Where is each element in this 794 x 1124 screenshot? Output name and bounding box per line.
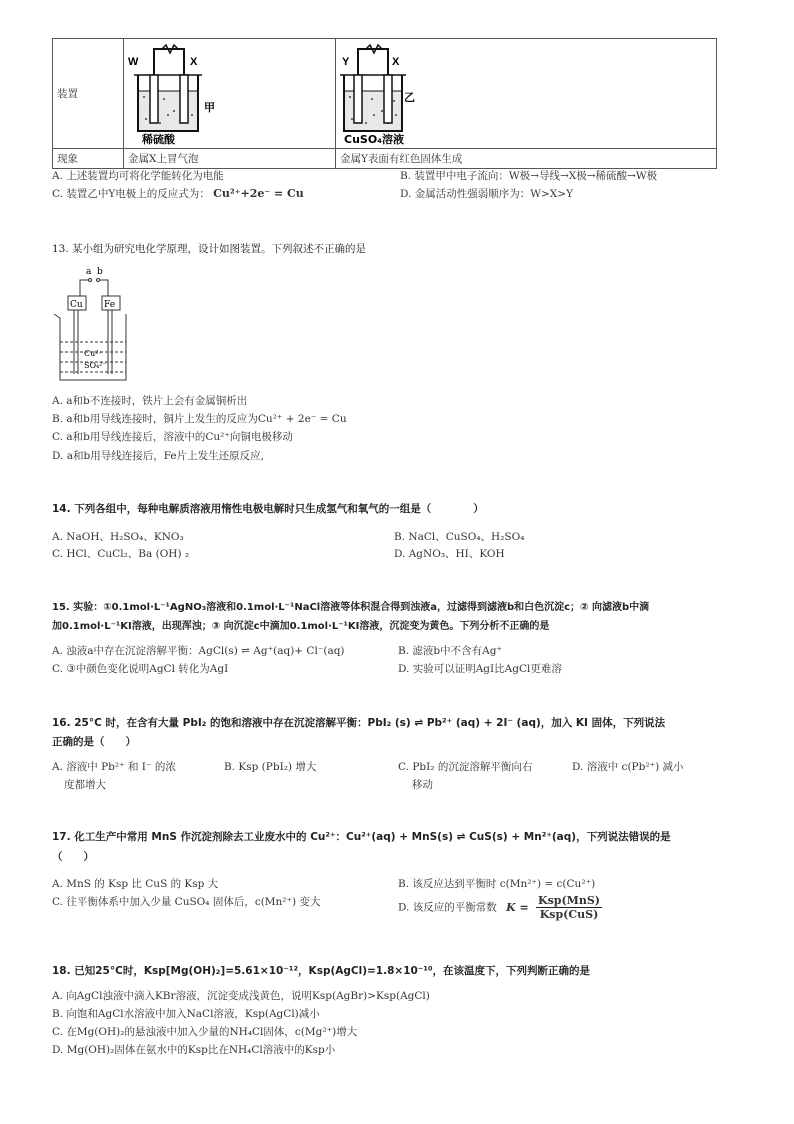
phenomenon-2: 金属Y表面有红色固体生成 (336, 149, 717, 169)
q18-option-c: C. 在Mg(OH)₂的悬浊液中加入少量的NH₄Cl固体，c(Mg²⁺)增大 (52, 1026, 358, 1038)
q16-option-c-line1: C. PbI₂ 的沉淀溶解平衡向右 (398, 761, 533, 773)
q16-option-b: B. Ksp (PbI₂) 增大 (224, 761, 317, 773)
phenomenon-1: 金属X上冒气泡 (124, 149, 336, 169)
q14-option-c: C. HCl、CuCl₂、Ba (OH) ₂ (52, 548, 190, 560)
q15-option-c: C. ③中颜色变化说明AgCl 转化为AgI (52, 663, 229, 675)
terminal-a-label: a (86, 267, 92, 277)
q16-stem-line1: 16. 25°C 时，在含有大量 PbI₂ 的饱和溶液中存在沉淀溶解平衡：PbI₂ (s) ⇌ Pb²⁺ (aq) + 2I⁻ (aq)，加入 KI 固体，下列说法 (52, 717, 666, 729)
beaker-yi-label: 乙 (404, 91, 415, 104)
q15-stem-line1: 15. 实验：①0.1mol·L⁻¹AgNO₃溶液和0.1mol·L⁻¹NaCl溶液等体积混合得到浊液a，过滤得到滤液b和白色沉淀c；② 向滤液b中滴 (52, 602, 650, 613)
electrode-y-label: Y (342, 56, 350, 68)
q13-option-c: C. a和b用导线连接后，溶液中的Cu²⁺向铜电极移动 (52, 431, 293, 443)
electrode-x2-label: X (392, 56, 400, 68)
q17-stem-line2: （ ） (52, 851, 94, 863)
apparatus-table (52, 38, 717, 169)
q17-option-c: C. 往平衡体系中加入少量 CuSO₄ 固体后，c(Mn²⁺) 变大 (52, 896, 321, 908)
q17-option-b: B. 该反应达到平衡时 c(Mn²⁺) = c(Cu²⁺) (398, 878, 596, 890)
q14-stem: 14. 下列各组中，每种电解质溶液用惰性电极电解时只生成氢气和氧气的一组是（ ） (52, 503, 484, 515)
q16-option-d: D. 溶液中 c(Pb²⁺) 减小 (572, 761, 684, 773)
fe-electrode-label: Fe (104, 300, 116, 310)
terminal-b-label: b (97, 267, 103, 277)
solution-label-2: CuSO₄溶液 (344, 133, 404, 145)
q18-option-a: A. 向AgCl浊液中滴入KBr溶液，沉淀变成浅黄色，说明Ksp(AgBr)>Ksp(AgCl) (52, 990, 430, 1002)
q13-stem: 13. 某小组为研究电化学原理，设计如图装置。下列叙述不正确的是 (52, 243, 367, 255)
electrode-x-label: X (190, 56, 198, 68)
q14-option-a: A. NaOH、H₂SO₄、KNO₃ (52, 531, 184, 543)
q16-option-c-line2: 移动 (412, 779, 433, 791)
q16-option-a-line1: A. 溶液中 Pb²⁺ 和 I⁻ 的浓 (52, 761, 176, 773)
q15-option-a: A. 浊液a中存在沉淀溶解平衡：AgCl(s) ⇌ Ag⁺(aq)+ Cl⁻(aq) (52, 645, 345, 657)
ion-so4-label: SO₄²⁻ (84, 361, 107, 370)
q14-option-b: B. NaCl、CuSO₄、H₂SO₄ (394, 531, 525, 543)
q18-option-d: D. Mg(OH)₂固体在氨水中的Ksp比在NH₄Cl溶液中的Ksp小 (52, 1044, 336, 1056)
q12-option-c-equation: Cu²⁺+2e⁻ = Cu (213, 187, 304, 200)
q17-option-d-fraction (536, 894, 602, 921)
q15-option-b: B. 滤液b中不含有Ag⁺ (398, 645, 502, 657)
q18-stem: 18. 已知25°C时，Ksp[Mg(OH)₂]=5.61×10⁻¹²，Ksp(AgCl)=1.8×10⁻¹⁰，在该温度下，下列判断正确的是 (52, 965, 591, 977)
q17-option-a: A. MnS 的 Ksp 比 CuS 的 Ksp 大 (52, 878, 219, 890)
q17-option-d (398, 894, 602, 921)
beaker-jia-label: 甲 (204, 101, 215, 114)
cu-electrode-label: Cu (70, 300, 83, 310)
q17-option-d-k: K = (506, 900, 529, 914)
row-label-apparatus: 装置 (53, 39, 124, 149)
q16-stem-line2: 正确的是（ ） (52, 736, 136, 748)
apparatus-cell-2 (336, 39, 717, 149)
q12-option-b: B. 装置甲中电子流向：W极→导线→X极→稀硫酸→W极 (400, 170, 658, 182)
q13-cell-figure (50, 262, 130, 386)
q18-option-b: B. 向饱和AgCl水溶液中加入NaCl溶液，Ksp(AgCl)减小 (52, 1008, 320, 1020)
q12-option-a: A. 上述装置均可将化学能转化为电能 (52, 170, 224, 182)
q13-option-b: B. a和b用导线连接时，铜片上发生的反应为Cu²⁺ + 2e⁻ = Cu (52, 413, 347, 425)
electrode-w-label: W (128, 56, 139, 68)
q12-option-d: D. 金属活动性强弱顺序为：W>X>Y (400, 188, 574, 200)
apparatus-cell-1 (124, 39, 336, 149)
q12-option-c (52, 186, 304, 201)
solution-label-1: 稀硫酸 (142, 133, 175, 145)
row-label-phenomenon: 现象 (53, 149, 124, 169)
q15-option-d: D. 实验可以证明AgI比AgCl更难溶 (398, 663, 562, 675)
ion-cu-label: Cu²⁺ (84, 349, 103, 358)
q12-option-c-text: C. 装置乙中Y电极上的反应式为： (52, 188, 210, 200)
q16-option-a-line2: 度都增大 (64, 779, 106, 791)
apparatus-yi-figure (336, 39, 716, 145)
q17-stem-line1: 17. 化工生产中常用 MnS 作沉淀剂除去工业废水中的 Cu²⁺：Cu²⁺(aq) + MnS(s) ⇌ CuS(s) + Mn²⁺(aq)，下列说法错误的是 (52, 831, 671, 843)
q13-option-a: A. a和b不连接时，铁片上会有金属铜析出 (52, 395, 248, 407)
fraction-denominator: Ksp(CuS) (539, 908, 599, 921)
q13-option-d: D. a和b用导线连接后，Fe片上发生还原反应, (52, 450, 264, 462)
apparatus-jia-figure (124, 39, 335, 145)
q14-option-d: D. AgNO₃、HI、KOH (394, 548, 505, 560)
q15-stem-line2: 加0.1mol·L⁻¹KI溶液，出现浑浊；③ 向沉淀c中滴加0.1mol·L⁻¹KI溶液，沉淀变为黄色。下列分析不正确的是 (52, 621, 550, 632)
fraction-numerator: Ksp(MnS) (538, 894, 601, 907)
q17-option-d-text: D. 该反应的平衡常数 (398, 901, 497, 914)
